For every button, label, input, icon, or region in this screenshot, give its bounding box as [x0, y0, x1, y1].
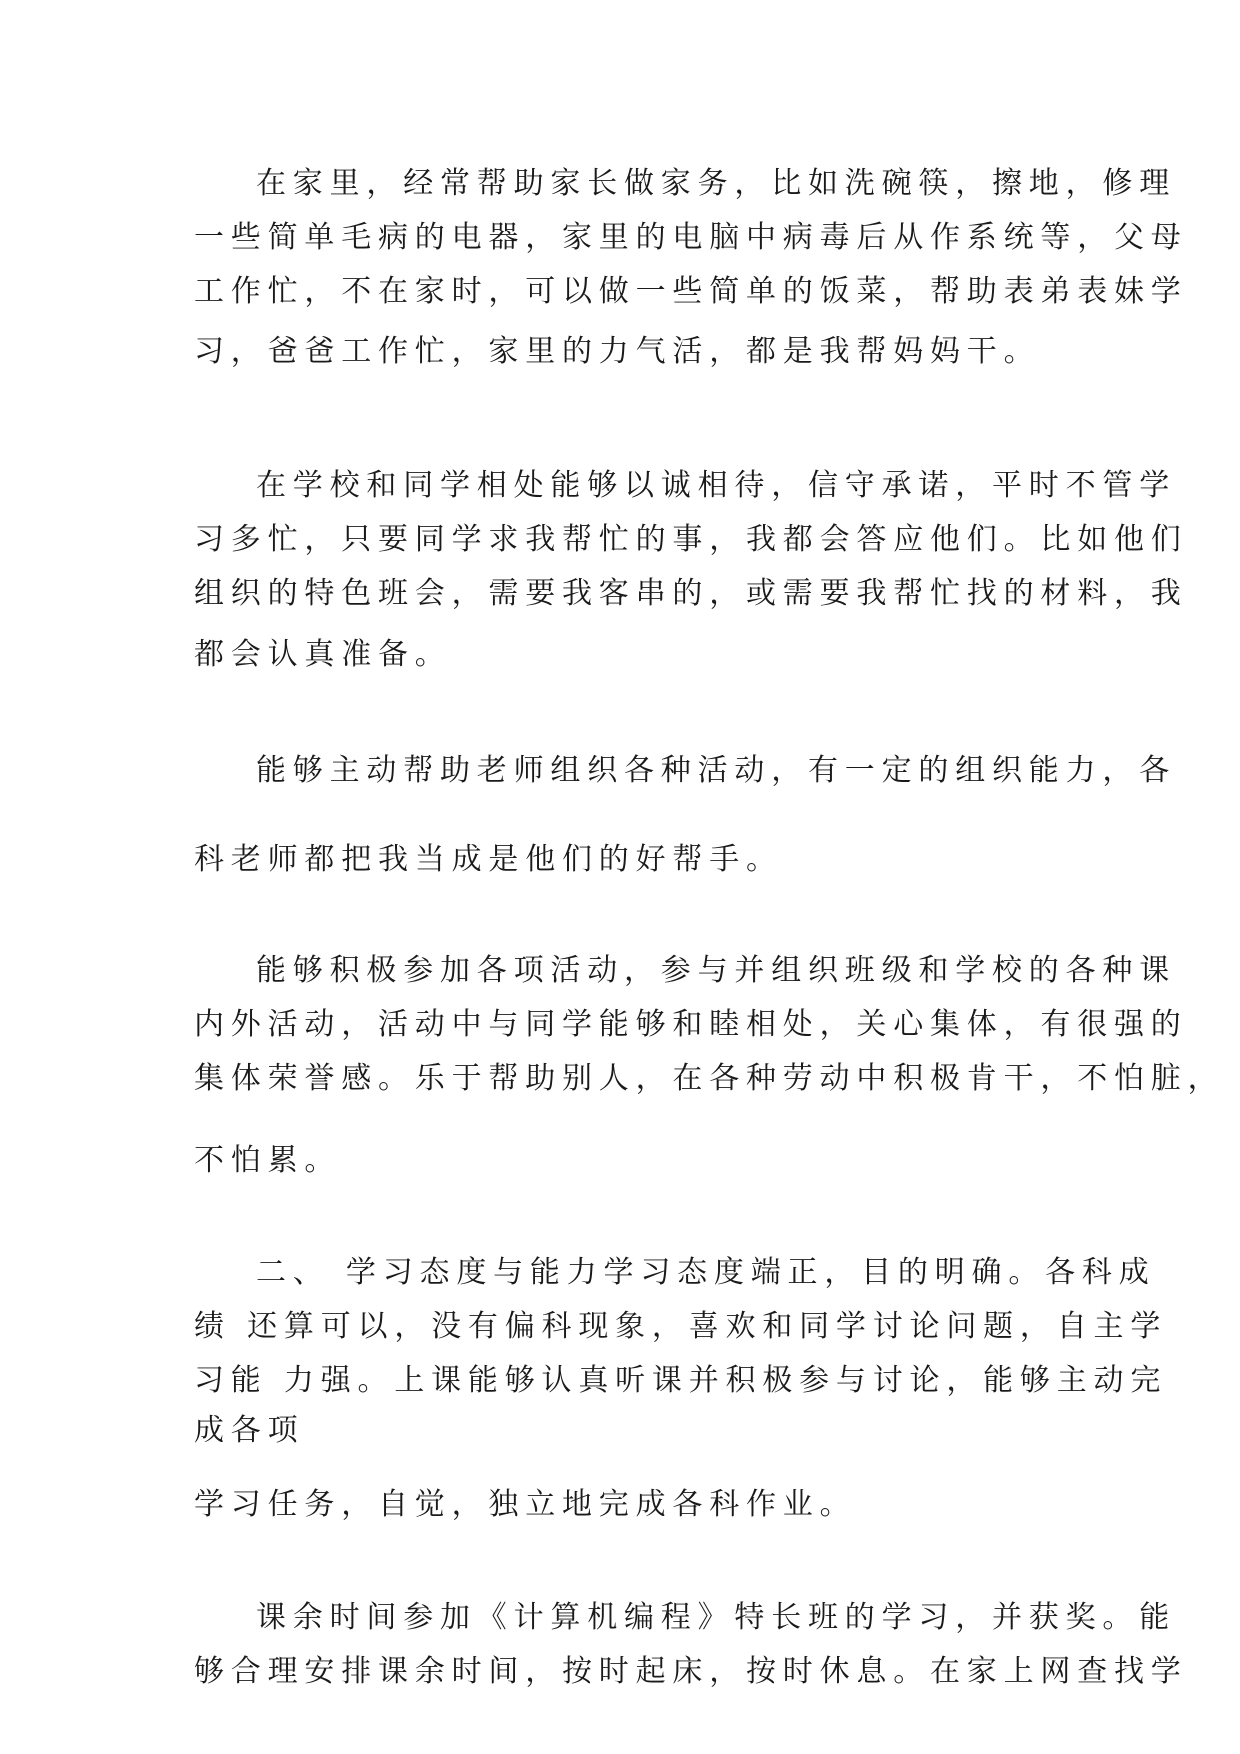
paragraph-5-line-1: 二、 学习态度与能力学习态度端正，目的明确。各科成 — [256, 1255, 1156, 1290]
paragraph-4-line-3: 集体荣誉感。乐于帮助别人，在各种劳动中积极肯干，不怕脏， — [194, 1061, 1225, 1096]
paragraph-6-line-1: 课余时间参加《计算机编程》特长班的学习，并获奖。能 — [256, 1600, 1176, 1635]
paragraph-5-line-5: 学习任务，自觉，独立地完成各科作业。 — [194, 1487, 857, 1522]
paragraph-2-line-3: 组织的特色班会，需要我客串的，或需要我帮忙找的材料，我 — [194, 576, 1188, 611]
paragraph-3-line-1: 能够主动帮助老师组织各种活动，有一定的组织能力，各 — [256, 753, 1176, 788]
paragraph-5-line-4: 成各项 — [194, 1413, 305, 1448]
paragraph-3-line-2: 科老师都把我当成是他们的好帮手。 — [194, 842, 783, 877]
paragraph-4-line-4: 不怕累。 — [194, 1143, 342, 1178]
paragraph-1-line-2: 一些简单毛病的电器，家里的电脑中病毒后从作系统等，父母 — [194, 220, 1188, 255]
paragraph-5-line-2: 绩 还算可以，没有偏科现象，喜欢和同学讨论问题，自主学 — [194, 1309, 1168, 1344]
paragraph-1-line-1: 在家里，经常帮助家长做家务，比如洗碗筷，擦地，修理 — [256, 166, 1176, 201]
paragraph-2-line-1: 在学校和同学相处能够以诚相待，信守承诺，平时不管学 — [256, 468, 1176, 503]
paragraph-5-line-3: 习能 力强。上课能够认真听课并积极参与讨论，能够主动完 — [194, 1363, 1168, 1398]
paragraph-4-line-1: 能够积极参加各项活动，参与并组织班级和学校的各种课 — [256, 953, 1176, 988]
paragraph-2-line-2: 习多忙，只要同学求我帮忙的事，我都会答应他们。比如他们 — [194, 522, 1188, 557]
paragraph-1-line-4: 习，爸爸工作忙，家里的力气活，都是我帮妈妈干。 — [194, 334, 1041, 369]
paragraph-2-line-4: 都会认真准备。 — [194, 637, 452, 672]
paragraph-6-line-2: 够合理安排课余时间，按时起床，按时休息。在家上网查找学 — [194, 1654, 1188, 1689]
paragraph-1-line-3: 工作忙，不在家时，可以做一些简单的饭菜，帮助表弟表妹学 — [194, 274, 1188, 309]
paragraph-4-line-2: 内外活动，活动中与同学能够和睦相处，关心集体，有很强的 — [194, 1007, 1188, 1042]
